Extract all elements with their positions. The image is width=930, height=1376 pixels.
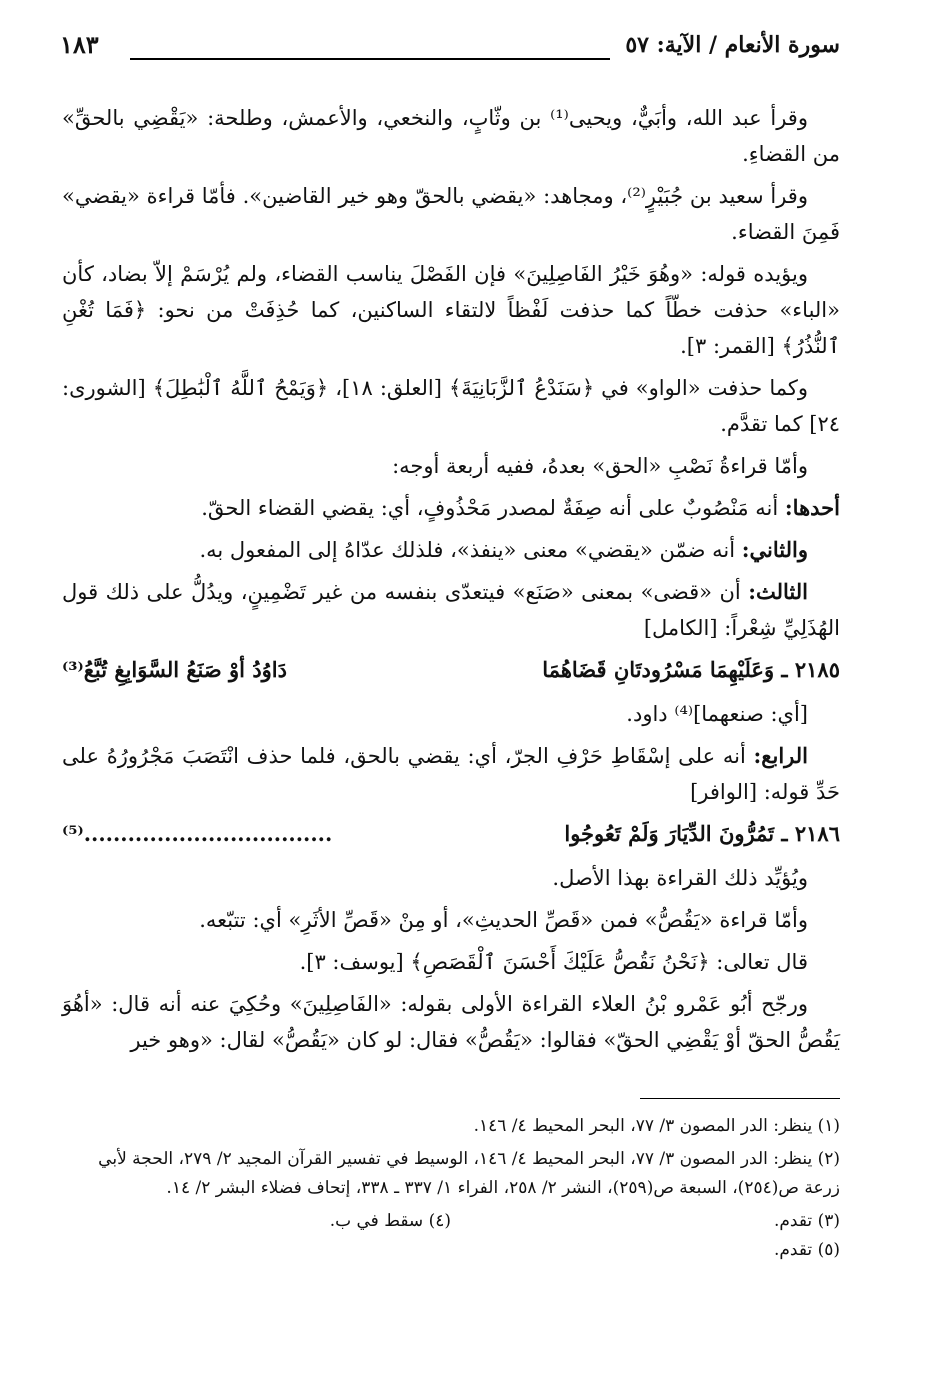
poetry-verse bbox=[62, 816, 840, 852]
main-text bbox=[62, 100, 840, 1064]
paragraph: وقرأ عبد الله، وأبَيٌّ، ويحيى⁽¹⁾ بن وثّابٍ، والنخعي، والأعمش، وطلحة: «يَقْضِي بالحقِّ» من القضاءِ. bbox=[62, 106, 840, 166]
paragraph bbox=[62, 532, 840, 568]
footnote-separator bbox=[640, 1098, 840, 1099]
verse-second-hemistich: ..................................⁽⁵⁾ bbox=[62, 821, 333, 846]
verse-text: وَعَلَيْهِمَا مَسْرُودتَانِ قَضَاهُمَا bbox=[542, 657, 775, 682]
paragraph: ورجّح أبُو عَمْرو بْنُ العلاء القراءة الأولى بقوله: «الفَاصِلِينَ» وحُكِيَ عنه أنه قال: «أهُوَ يَقُصُّ الحقّ أوْ يَقْضِي الحقّ» فقالوا: «يَقُصُّ» فقال: لو كان «يَقُصُّ» لقال: «وهو خير bbox=[62, 992, 840, 1052]
footnote: (٢) ينظر: الدر المصون ٣/ ٧٧، البحر المحيط ٤/ ١٤٦، الوسيط في تفسير القرآن المجيد ٢/ ٢٧٩، الحجة لأبي زرعة ص(٢٥٤)، السبعة ص(٢٥٩)، النشر ٢/ ٢٥٨، الفراء ١/ ٣٣٧ ـ ٣٣٨، إتحاف فضلاء البشر ٢/ ١٤. bbox=[98, 1149, 840, 1198]
footnote: (٤) سقط في ب. bbox=[329, 1211, 451, 1231]
header-rule bbox=[130, 58, 610, 60]
footnote: (٥) تقدم. bbox=[773, 1240, 840, 1260]
paragraph: ويُؤيِّد ذلك القراءة بهذا الأصل. bbox=[552, 866, 808, 890]
point-label: أحدها: bbox=[784, 495, 840, 520]
verse-number: ٢١٨٥ ـ bbox=[781, 657, 840, 682]
point-text: أن «قضى» بمعنى «صَنَع» فيتعدّى بنفسه من غير تَضْمِينٍ، ويدُلُّ على ذلك قول الهُذَلِيِّ شِعْراً: [الكامل] bbox=[62, 580, 840, 640]
paragraph: ويؤيده قوله: «وهُوَ خَيْرُ الفَاصِلِينَ» فإن الفَصْلَ يناسب القضاء، ولم يُرْسَمْ إلاّ بضاد، كأن «الباء» حذفت خطّاً كما حذفت لَفْظاً لالتقاء الساكنين، كما حُذِفَتْ من نحو: ﴿فَمَا تُغْنِ ٱلنُّذُرُ﴾ [القمر: ٣]. bbox=[62, 262, 840, 358]
footnote: (١) ينظر: الدر المصون ٣/ ٧٧، البحر المحيط ٤/ ١٤٦. bbox=[473, 1116, 840, 1136]
point-label: الثالث: bbox=[748, 579, 808, 604]
verse-second-hemistich: دَاوُدُ أوْ صَنَعُ السَّوَابِغِ تُبَّعُ⁽³⁾ bbox=[62, 657, 287, 682]
footnote: (٣) تقدم. bbox=[773, 1211, 840, 1231]
paragraph bbox=[62, 490, 840, 526]
paragraph bbox=[62, 574, 840, 646]
page-header bbox=[60, 30, 840, 70]
paragraph: وقرأ سعيد بن جُبَيْرٍ⁽²⁾، ومجاهد: «يقضي بالحقّ وهو خير القاضين». فأمّا قراءة «يقضي» فَمِنَ القضاء. bbox=[62, 184, 840, 244]
paragraph: وأمّا قراءةُ نَصْبِ «الحق» بعدهُ، ففيه أربعة أوجه: bbox=[392, 454, 808, 478]
paragraph: قال تعالى: ﴿نَحْنُ نَقُصُّ عَلَيْكَ أَحْسَنَ ٱلْقَصَصِ﴾ [يوسف: ٣]. bbox=[299, 950, 808, 974]
page-number: ١٨٣ bbox=[60, 30, 99, 59]
paragraph: [أي: صنعهما]⁽⁴⁾ داود. bbox=[626, 702, 808, 726]
point-label: الرابع: bbox=[753, 743, 808, 768]
paragraph: وأمّا قراءة «يَقُصُّ» فمن «قَصِّ الحديثِ»، أو مِنْ «قَصِّ الأثَرِ» أي: تتبّعه. bbox=[199, 908, 808, 932]
footnotes bbox=[62, 1112, 840, 1269]
verse-first-hemistich bbox=[542, 652, 840, 688]
point-text: أنه ضمّن «يقضي» معنى «ينفذ»، فلذلك عدّاهُ إلى المفعول به. bbox=[199, 538, 736, 562]
point-label: والثاني: bbox=[741, 537, 808, 562]
footnote-row bbox=[62, 1207, 840, 1236]
point-text: أنه مَنْصُوبٌ على أنه صِفَةٌ لمصدر مَحْذُوفٍ، أي: يقضي القضاء الحقّ. bbox=[201, 496, 779, 520]
paragraph: وكما حذفت «الواو» في ﴿سَنَدْعُ ٱلزَّبَانِيَةَ﴾ [العلق: ١٨]، ﴿وَيَمْحُ ٱللَّهُ ٱلْبَٰطِلَ﴾ [الشورى: ٢٤] كما تقدَّم. bbox=[62, 376, 840, 436]
verse-text: تَمُرُّونَ الدِّيَارَ وَلَمْ تَعُوجُوا bbox=[564, 821, 775, 846]
poetry-verse bbox=[62, 652, 840, 688]
verse-number: ٢١٨٦ ـ bbox=[781, 821, 840, 846]
paragraph bbox=[62, 738, 840, 810]
point-text: أنه على إسْقَاطِ حَرْفِ الجرّ، أي: يقضي بالحق، فلما حذف انْتَصَبَ مَجْرُورُهُ على حَدِّ قوله: [الوافر] bbox=[62, 744, 840, 804]
running-title: سورة الأنعام / الآية: ٥٧ bbox=[625, 32, 840, 58]
verse-first-hemistich bbox=[564, 816, 840, 852]
